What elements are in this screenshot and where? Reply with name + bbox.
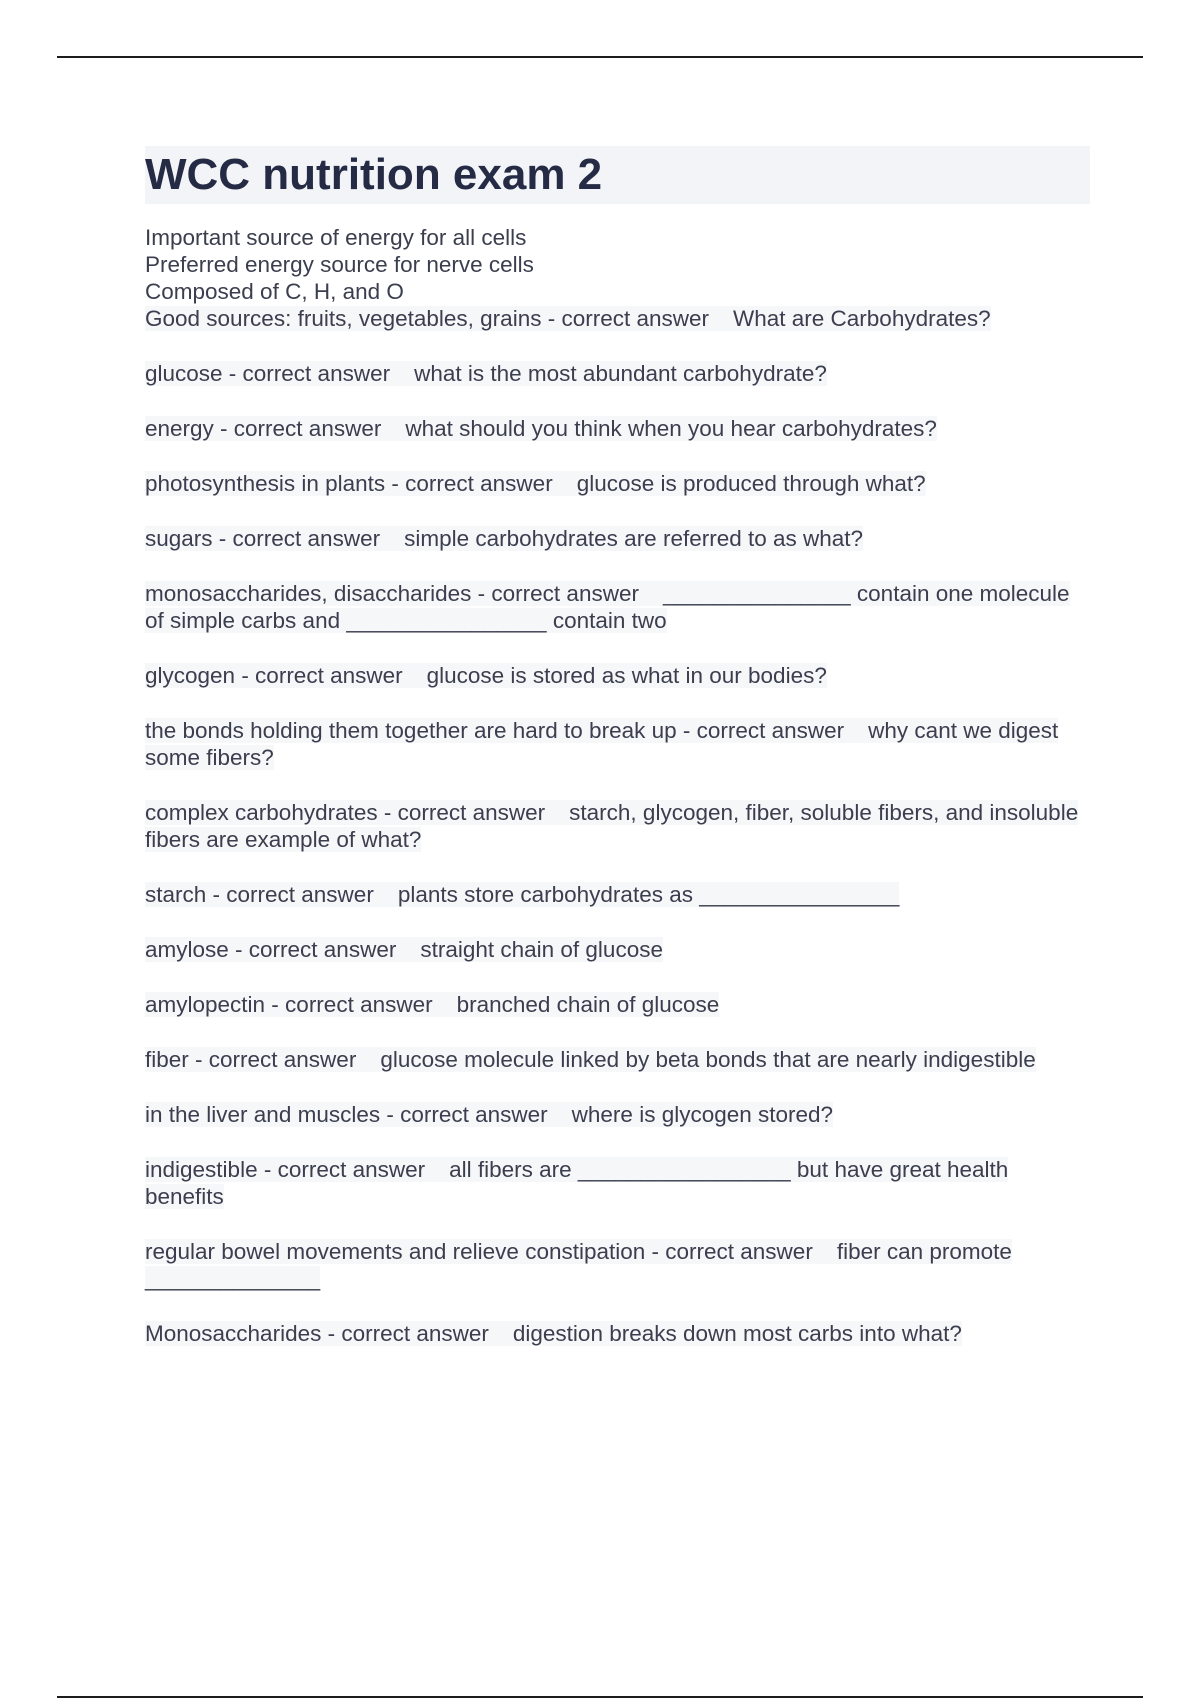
flashcard [145, 224, 1090, 332]
card-answer: monosaccharides, disaccharides - correct answer [145, 581, 639, 606]
card-question: fiber can promote ______________ [145, 1239, 1012, 1291]
card-question: what is the most abundant carbohydrate? [414, 361, 827, 386]
card-answer: fiber - correct answer [145, 1047, 357, 1072]
card-answer: the bonds holding them together are hard to break up - correct answer [145, 718, 845, 743]
card-question: branched chain of glucose [456, 992, 720, 1017]
card-answer: glycogen - correct answer [145, 663, 403, 688]
card-question: glucose is produced through what? [576, 471, 926, 496]
card-answer: photosynthesis in plants - correct answer [145, 471, 553, 496]
card-answer: starch - correct answer [145, 882, 374, 907]
flashcard [145, 881, 1090, 908]
card-answer: energy - correct answer [145, 416, 382, 441]
card-answer: in the liver and muscles - correct answer [145, 1102, 548, 1127]
flashcard [145, 717, 1090, 771]
card-answer-line: Composed of C, H, and O [145, 279, 404, 304]
flashcard [145, 1156, 1090, 1210]
flashcard [145, 662, 1090, 689]
top-rule [57, 56, 1143, 58]
card-answer: indigestible - correct answer [145, 1157, 426, 1182]
document-body [145, 146, 1090, 1375]
flashcard [145, 580, 1090, 634]
card-answer: Monosaccharides - correct answer [145, 1321, 489, 1346]
flashcard [145, 1046, 1090, 1073]
card-answer-line: Preferred energy source for nerve cells [145, 252, 534, 277]
card-question: simple carbohydrates are referred to as what? [404, 526, 864, 551]
card-question: where is glycogen stored? [571, 1102, 834, 1127]
card-question: glucose molecule linked by beta bonds that are nearly indigestible [380, 1047, 1036, 1072]
flashcard [145, 936, 1090, 963]
flashcard [145, 415, 1090, 442]
card-question: What are Carbohydrates? [733, 306, 991, 331]
card-answer-line: Important source of energy for all cells [145, 225, 527, 250]
title-bar [145, 146, 1090, 204]
card-question: starch, glycogen, fiber, soluble fibers, and insoluble fibers are example of what? [145, 800, 1079, 852]
bottom-rule [57, 1696, 1143, 1698]
card-question: straight chain of glucose [420, 937, 663, 962]
card-answer: glucose - correct answer [145, 361, 391, 386]
card-question: digestion breaks down most carbs into what? [512, 1321, 962, 1346]
card-question: glucose is stored as what in our bodies? [426, 663, 827, 688]
card-question: plants store carbohydrates as ________________ [397, 882, 900, 907]
card-question: why cant we digest some fibers? [145, 718, 1059, 770]
card-question: all fibers are _________________ but have great health benefits [145, 1157, 1009, 1209]
flashcard [145, 991, 1090, 1018]
flashcard [145, 799, 1090, 853]
flashcard [145, 525, 1090, 552]
flashcard [145, 360, 1090, 387]
page-title: WCC nutrition exam 2 [145, 150, 603, 199]
flashcard-list [145, 224, 1090, 1347]
flashcard [145, 1238, 1090, 1292]
card-answer: Good sources: fruits, vegetables, grains - correct answer [145, 306, 709, 331]
card-question: what should you think when you hear carbohydrates? [405, 416, 937, 441]
card-answer: sugars - correct answer [145, 526, 381, 551]
flashcard [145, 1320, 1090, 1347]
card-answer: complex carbohydrates - correct answer [145, 800, 546, 825]
card-question: _______________ contain one molecule of simple carbs and ________________ contain two [145, 581, 1070, 633]
card-answer: regular bowel movements and relieve constipation - correct answer [145, 1239, 813, 1264]
flashcard [145, 470, 1090, 497]
flashcard [145, 1101, 1090, 1128]
card-answer: amylose - correct answer [145, 937, 397, 962]
card-answer: amylopectin - correct answer [145, 992, 433, 1017]
